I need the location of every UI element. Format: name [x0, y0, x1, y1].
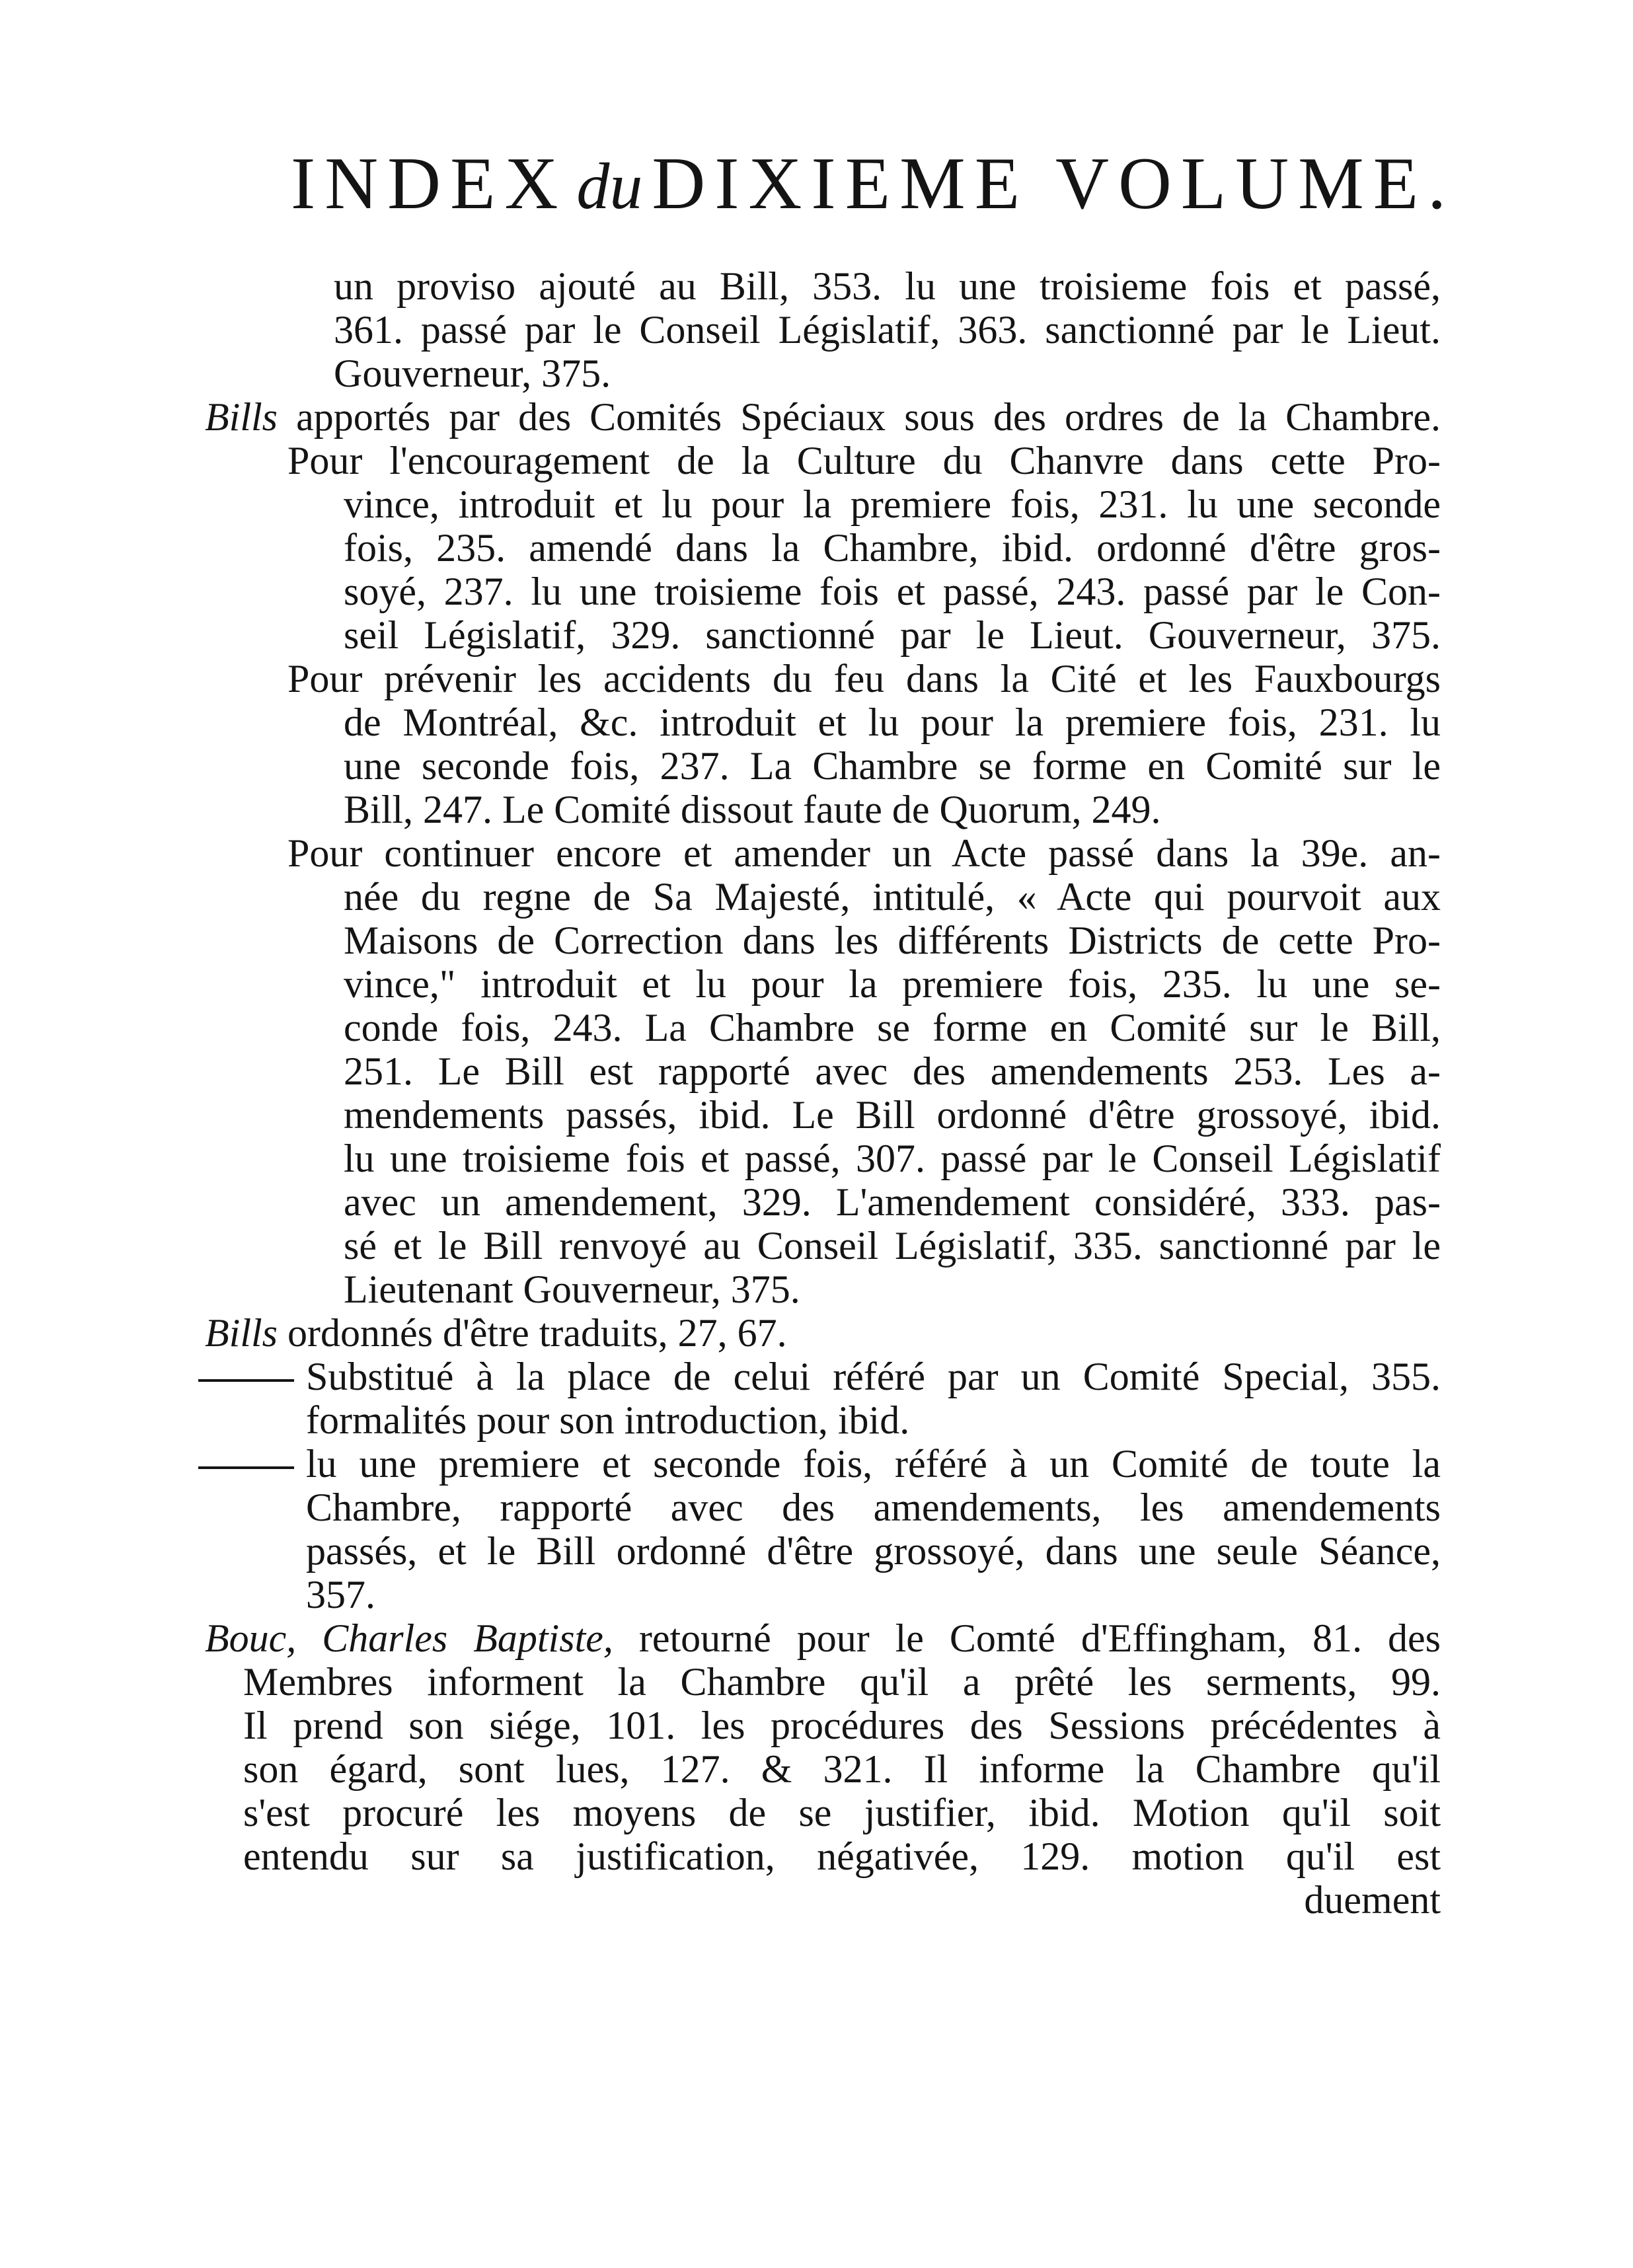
entry-text: lu une premiere et seconde fois, référé à un Comité de toute la [306, 1442, 1441, 1486]
index-line: soyé, 237. lu une troisieme fois et passé, 243. passé par le Con- [344, 570, 1441, 613]
index-line: une seconde fois, 237. La Chambre se forme en Comité sur le [344, 744, 1441, 788]
catchword: duement [1304, 1878, 1441, 1922]
title-du: du [576, 149, 643, 223]
index-entry-heading [205, 1311, 1441, 1355]
entry-lead-name: Charles Baptiste, [322, 1616, 613, 1660]
title-index: INDEX [291, 143, 568, 225]
index-line: sé et le Bill renvoyé au Conseil Législatif, 335. sanctionné par le [344, 1224, 1441, 1267]
index-entry-heading [205, 1616, 1441, 1660]
index-line: Gouverneur, 375. [334, 352, 611, 395]
index-line: Chambre, rapporté avec des amendements, les amendements [306, 1486, 1441, 1529]
index-body [0, 264, 1633, 1922]
index-line: avec un amendement, 329. L'amendement considéré, 333. pas- [344, 1180, 1441, 1224]
page-title [291, 143, 1456, 225]
entry-text: Substitué à la place de celui référé par un Comité Special, 355. [306, 1355, 1441, 1398]
index-line: Pour prévenir les accidents du feu dans la Cité et les Fauxbourgs [287, 657, 1441, 700]
index-line: 361. passé par le Conseil Législatif, 363. sanctionné par le Lieut. [334, 308, 1441, 352]
index-dash-line [198, 1355, 1441, 1398]
index-line: s'est procuré les moyens de se justifier, ibid. Motion qu'il soit [243, 1791, 1441, 1834]
index-line: Bill, 247. Le Comité dissout faute de Quorum, 249. [344, 788, 1161, 831]
index-line: vince, introduit et lu pour la premiere fois, 231. lu une seconde [344, 482, 1441, 526]
index-line: née du regne de Sa Majesté, intitulé, « Acte qui pourvoit aux [344, 875, 1441, 919]
entry-text: retourné pour le Comté d'Effingham, 81. des [638, 1616, 1441, 1660]
index-line: de Montréal, &c. introduit et lu pour la premiere fois, 231. lu [344, 700, 1441, 744]
index-line: passés, et le Bill ordonné d'être grossoyé, dans une seule Séance, [306, 1529, 1441, 1573]
entry-text: apportés par des Comités Spéciaux sous des ordres de la Chambre. [296, 395, 1441, 439]
index-line: Maisons de Correction dans les différents Districts de cette Pro- [344, 919, 1441, 962]
entry-lead: Bills [205, 1311, 278, 1355]
ditto-dash [198, 1379, 294, 1382]
index-line: conde fois, 243. La Chambre se forme en Comité sur le Bill, [344, 1006, 1441, 1049]
ditto-dash [198, 1466, 294, 1469]
index-line: seil Législatif, 329. sanctionné par le Lieut. Gouverneur, 375. [344, 613, 1441, 657]
index-line: un proviso ajouté au Bill, 353. lu une troisieme fois et passé, [334, 264, 1441, 308]
index-entry-heading [205, 395, 1441, 439]
index-line: fois, 235. amendé dans la Chambre, ibid. ordonné d'être gros- [344, 526, 1441, 570]
entry-text: ordonnés d'être traduits, 27, 67. [287, 1311, 787, 1355]
index-line: mendements passés, ibid. Le Bill ordonné d'être grossoyé, ibid. [344, 1093, 1441, 1137]
entry-lead: Bouc, [205, 1616, 297, 1660]
index-line: vince," introduit et lu pour la premiere fois, 235. lu une se- [344, 962, 1441, 1006]
entry-lead: Bills [205, 395, 278, 439]
index-line: Il prend son siége, 101. les procédures des Sessions précédentes à [243, 1704, 1441, 1747]
index-dash-line [198, 1442, 1441, 1486]
index-line: 357. [306, 1573, 375, 1616]
index-line: Pour continuer encore et amender un Acte passé dans la 39e. an- [287, 831, 1441, 875]
index-line: Lieutenant Gouverneur, 375. [344, 1267, 800, 1311]
index-line: 251. Le Bill est rapporté avec des amendements 253. Les a- [344, 1049, 1441, 1093]
index-line: Pour l'encouragement de la Culture du Chanvre dans cette Pro- [287, 439, 1441, 482]
title-volume: DIXIEME VOLUME. [652, 143, 1456, 225]
index-line: son égard, sont lues, 127. & 321. Il informe la Chambre qu'il [243, 1747, 1441, 1791]
index-line: lu une troisieme fois et passé, 307. passé par le Conseil Législatif [344, 1137, 1441, 1180]
index-line: formalités pour son introduction, ibid. [306, 1398, 910, 1442]
index-line: entendu sur sa justification, négativée, 129. motion qu'il est [243, 1834, 1441, 1878]
index-line: Membres informent la Chambre qu'il a prêté les serments, 99. [243, 1660, 1441, 1704]
